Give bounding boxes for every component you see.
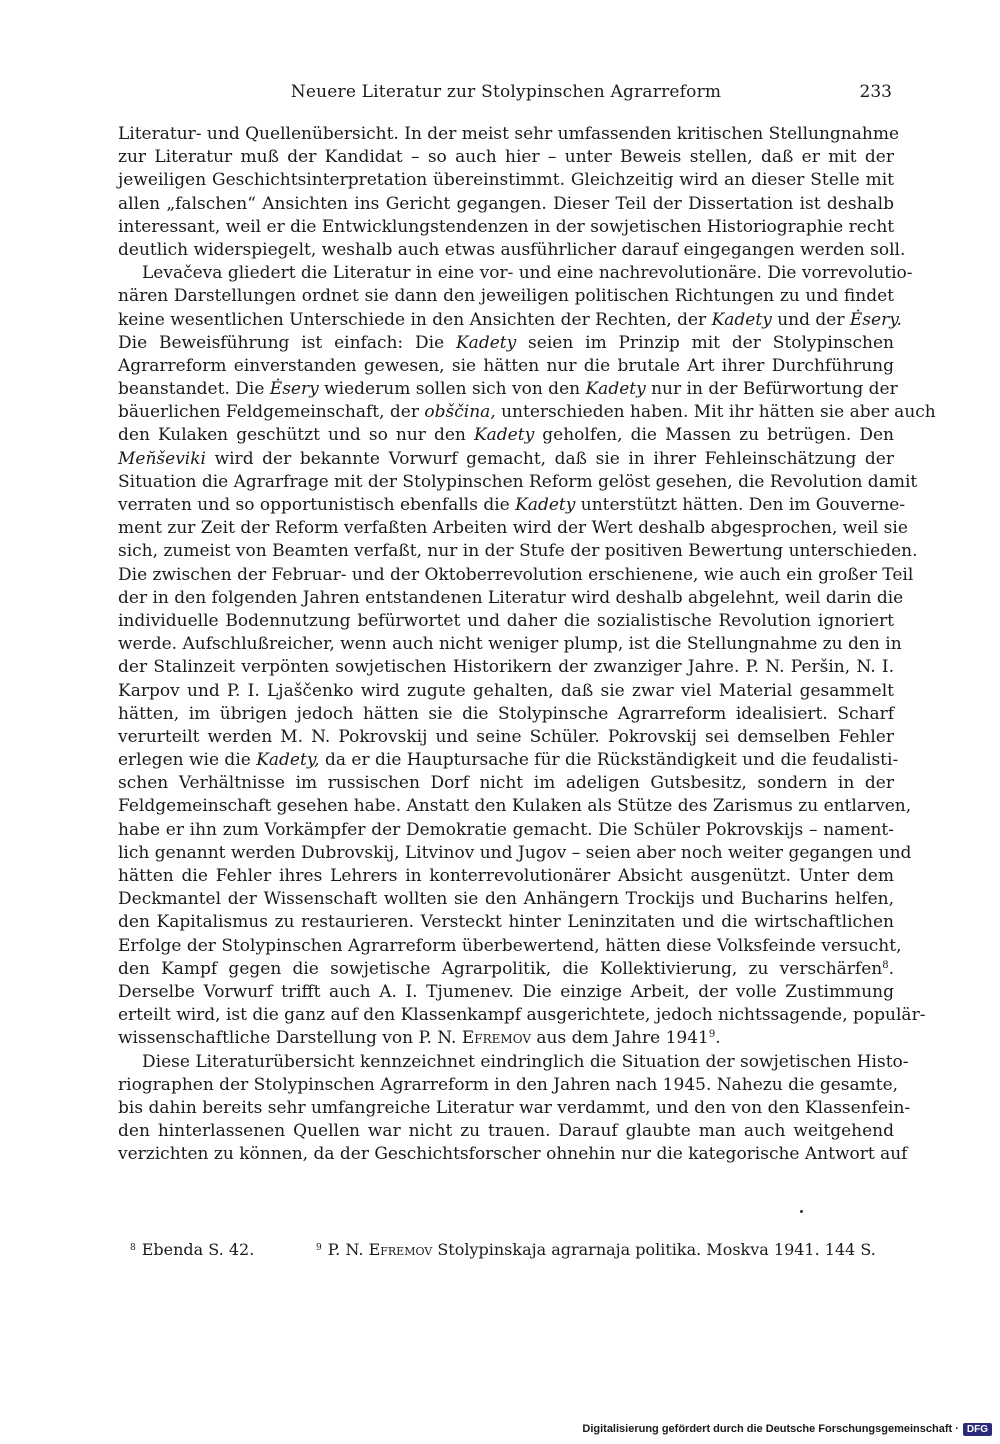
text-line: der Stalinzeit verpönten sowjetischen Historikern der zwanziger Jahre. P. N. Peršin, N. I.: [118, 657, 894, 678]
text-line: zur Literatur muß der Kandidat – so auch hier – unter Beweis stellen, daß er mit der: [118, 147, 894, 168]
footnote-8: $^8$ Ebenda S. 42.: [130, 1240, 255, 1259]
text-line: habe er ihn zum Vorkämpfer der Demokratie gemacht. Die Schüler Pokrovskijs – nament-: [118, 819, 894, 840]
footnote-ref-9[interactable]: 9: [708, 1029, 716, 1041]
text-line: allen „falschen“ Ansichten ins Gericht gegangen. Dieser Teil der Dissertation ist deshalb: [118, 193, 894, 214]
text-line: Die zwischen der Februar- und der Oktoberrevolution erschienene, wie auch ein großer Teil: [118, 564, 914, 585]
footnote-marker: 9: [316, 1243, 322, 1253]
text-line: schen Verhältnisse im russischen Dorf nicht im adeligen Gutsbesitz, sondern in der: [118, 773, 894, 794]
text-line: keine wesentlichen Unterschiede in den Ansichten der Rechten, der Kadety und der Ėsery.: [118, 309, 902, 330]
text-line: Karpov und P. I. Ljaščenko wird zugute gehalten, daß sie zwar viel Material gesammelt: [118, 680, 894, 701]
text-line: verurteilt werden M. N. Pokrovskij und seine Schüler. Pokrovskij sei demselben Fehler: [118, 726, 894, 747]
text-line: Situation die Agrarfrage mit der Stolypinschen Reform gelöst gesehen, die Revolution damit: [118, 471, 918, 492]
text-line: beanstandet. Die Ėsery wiederum sollen sich von den Kadety nur in der Befürwortung der: [118, 379, 898, 400]
body-text: [118, 123, 936, 1166]
text-line: erteilt wird, ist die ganz auf den Klassenkampf ausgerichtete, jedoch nichtssagende, populär-: [118, 1005, 926, 1026]
text-line: den Kampf gegen die sowjetische Agrarpolitik, die Kollektivierung, zu verschärfen$^8$.: [118, 958, 894, 979]
text-line: riographen der Stolypinschen Agrarreform in den Jahren nach 1945. Nahezu die gesamte,: [118, 1074, 899, 1095]
credit-text: Digitalisierung gefördert durch die Deutsche Forschungsgemeinschaft ·: [582, 1423, 959, 1435]
text-line: den Kapitalismus zu restaurieren. Versteckt hinter Leninzitaten und die wirtschaftlichen: [118, 912, 894, 933]
text-line: individuelle Bodennutzung befürwortet und daher die sozialistische Revolution ignoriert: [118, 610, 894, 631]
text-line: wissenschaftliche Darstellung von P. N. Efremov aus dem Jahre 1941$^9$.: [118, 1028, 721, 1049]
text-line: hätten, im übrigen jedoch hätten sie die Stolypinsche Agrarreform idealisiert. Scharf: [118, 703, 894, 724]
running-title: Neuere Literatur zur Stolypinschen Agrarreform: [290, 82, 722, 102]
footnote-ref-8[interactable]: 8: [882, 959, 889, 971]
text-line: verraten und so opportunistisch ebenfalls die Kadety unterstützt hätten. Den im Gouverne-: [118, 495, 906, 515]
text-line: ment zur Zeit der Reform verfaßten Arbeiten wird der Wert deshalb abgesprochen, weil sie: [118, 518, 908, 539]
footnote-marker: 8: [130, 1243, 136, 1253]
text-line: hätten die Fehler ihres Lehrers in konterrevolutionärer Absicht ausgenützt. Unter dem: [118, 866, 894, 886]
text-line: bäuerlichen Feldgemeinschaft, der obščina, unterschieden haben. Mit ihr hätten sie aber auch: [118, 402, 936, 423]
digitization-credit: [582, 1420, 992, 1438]
text-line: Literatur- und Quellenübersicht. In der meist sehr umfassenden kritischen Stellungnahme: [118, 124, 900, 144]
text-line: erlegen wie die Kadety, da er die Hauptursache für die Rückständigkeit und die feudalisti-: [118, 750, 899, 771]
dfg-logo-icon[interactable]: DFG: [963, 1423, 992, 1436]
text-line: jeweiligen Geschichtsinterpretation übereinstimmt. Gleichzeitig wird an dieser Stelle mit: [118, 170, 894, 191]
page-number: 233: [859, 82, 892, 102]
text-line: Derselbe Vorwurf trifft auch A. I. Tjumenev. Die einzige Arbeit, der volle Zustimmung: [118, 981, 894, 1002]
text-line: nären Darstellungen ordnet sie dann den jeweiligen politischen Richtungen zu und findet: [118, 286, 894, 307]
text-line: den hinterlassenen Quellen war nicht zu trauen. Darauf glaubte man auch weitgehend: [118, 1121, 894, 1142]
scan-speck: [800, 1210, 803, 1213]
text-line: Deckmantel der Wissenschaft wollten sie den Anhängern Trockijs und Bucharins helfen,: [118, 889, 894, 910]
text-line: deutlich widerspiegelt, weshalb auch etwas ausführlicher darauf eingegangen werden soll.: [118, 239, 906, 260]
text-line: interessant, weil er die Entwicklungstendenzen in der sowjetischen Historiographie recht: [118, 216, 895, 237]
text-line: Erfolge der Stolypinschen Agrarreform überbewertend, hätten diese Volksfeinde versucht,: [118, 935, 902, 956]
text-line: verzichten zu können, da der Geschichtsforscher ohnehin nur die kategorische Antwort auf: [118, 1144, 908, 1165]
text-line: Diese Literaturübersicht kennzeichnet eindringlich die Situation der sowjetischen Histo-: [142, 1051, 909, 1072]
text-line: Levačeva gliedert die Literatur in eine vor- und eine nachrevolutionäre. Die vorrevolutio-: [142, 263, 913, 284]
text-line: Feldgemeinschaft gesehen habe. Anstatt den Kulaken als Stütze des Zarismus zu entlarven,: [118, 796, 912, 817]
footnote-9: $^9$ P. N. Efremov Stolypinskaja agrarnaja politika. Moskva 1941. 144 S.: [316, 1240, 876, 1259]
text-line: den Kulaken geschützt und so nur den Kadety geholfen, die Massen zu betrügen. Den: [118, 425, 894, 446]
footnotes: [130, 1240, 910, 1262]
text-line: Men̆ševiki wird der bekannte Vorwurf gemacht, daß sie in ihrer Fehleinschätzung der: [118, 448, 894, 469]
text-line: werde. Aufschlußreicher, wenn auch nicht weniger plump, ist die Stellungnahme zu den in: [118, 634, 902, 655]
text-line: bis dahin bereits sehr umfangreiche Literatur war verdammt, und den von den Klassenfein-: [118, 1097, 911, 1118]
text-line: Agrarreform einverstanden gewesen, sie hätten nur die brutale Art ihrer Durchführung: [118, 355, 894, 376]
text-line: lich genannt werden Dubrovskij, Litvinov und Jugov – seien aber noch weiter gegangen und: [118, 842, 912, 863]
text-line: der in den folgenden Jahren entstandenen Literatur wird deshalb abgelehnt, weil darin die: [118, 587, 904, 608]
text-line: Die Beweisführung ist einfach: Die Kadety seien im Prinzip mit der Stolypinschen: [118, 332, 894, 353]
page-header: [118, 82, 894, 108]
text-line: sich, zumeist von Beamten verfaßt, nur in der Stufe der positiven Bewertung unterschieden.: [118, 541, 918, 562]
